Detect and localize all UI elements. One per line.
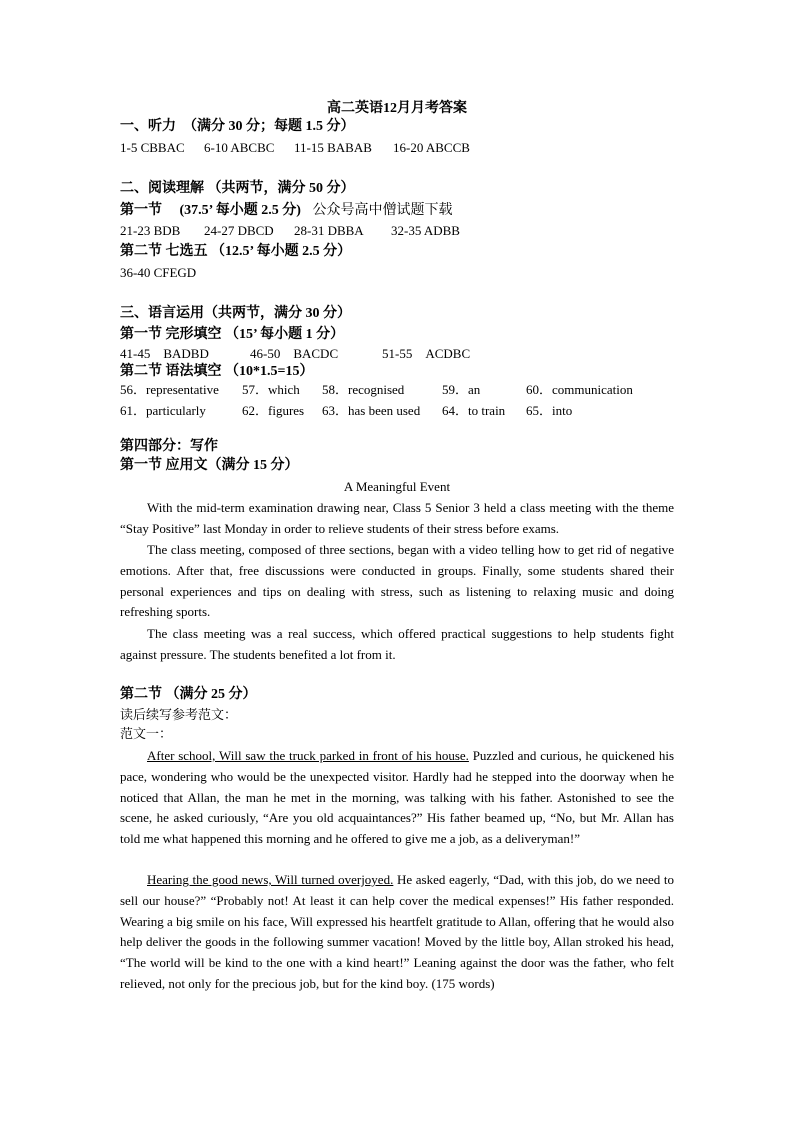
reading-heading: 二、阅读理解 （共两节，满分 50 分） xyxy=(120,181,355,196)
cloze-heading: 第一节 完形填空 （15’ 每小题 1 分） xyxy=(120,327,345,342)
grammar-answer: 60．communication xyxy=(526,382,633,397)
answer-group: 21-23 BDB xyxy=(120,223,181,238)
listening-heading: 一、听力 （满分 30 分；每题 1.5 分） xyxy=(120,119,355,134)
story-paragraph xyxy=(120,746,674,850)
essay-paragraph: With the mid-term examination drawing near, Class 5 Senior 3 held a class meeting with the theme “Stay Positive” last Monday in order to relieve students of their stress before exams. xyxy=(120,500,674,536)
answer-group: 41-45 BADBD xyxy=(120,346,209,361)
story-text: He asked eagerly, “Dad, with this job, do we need to sell our house?” “Probably not! At least it can help cover the medical expenses!” His father responded. Wearing a big smile on his face, Will expressed his heartfelt gratitude to Allan, offering that he would also help deliver the goods in the following summer vacation! Moved by the little boy, Allan stroked his head, “The world will be kind to the one with a kind heart!” Leaning against the door was the father, who felt relieved, not only for the precious job, but for the kind boy. (175 words) xyxy=(120,872,674,991)
answer-group: 24-27 DBCD xyxy=(204,223,274,238)
grammar-answer: 56．representative xyxy=(120,382,219,397)
grammar-answer: 62．figures xyxy=(242,403,305,418)
answer-group: 32-35 ADBB xyxy=(391,223,460,238)
sample1-label: 范文一： xyxy=(120,726,173,741)
writing-heading: 第四部分：写作 xyxy=(120,439,218,454)
answer-group: 51-55 ACDBC xyxy=(382,346,471,361)
grammar-answer: 61．particularly xyxy=(120,403,206,418)
essay-paragraph: The class meeting, composed of three sections, began with a video telling how to get rid of negative emotions. After that, free discussions were conducted in groups. Finally, some students shared their personal experiences and tips on dealing with stress, such as listening to relaxing music and doing refreshing sports. xyxy=(120,542,674,620)
language-heading: 三、语言运用（共两节，满分 30 分） xyxy=(120,306,351,321)
answer-group: 1-5 CBBAC xyxy=(120,140,185,155)
story-paragraph xyxy=(120,870,674,995)
answer-group: 11-15 BABAB xyxy=(294,140,372,155)
reading-sec1-heading xyxy=(120,202,452,220)
essay-paragraph: The class meeting was a real success, which offered practical suggestions to help students fight against pressure. The students benefited a lot from it. xyxy=(120,626,674,662)
grammar-heading: 第二节 语法填空 （10*1.5=15） xyxy=(120,364,314,379)
grammar-answer: 63．has been used xyxy=(322,403,421,418)
reading-sec2-answers: 36-40 CFEGD xyxy=(120,265,197,280)
answer-group: 46-50 BACDC xyxy=(250,346,339,361)
sample-label: 读后续写参考范文： xyxy=(120,707,238,722)
essay-title: A Meaningful Event xyxy=(343,479,451,494)
writing-sec2-heading: 第二节 （满分 25 分） xyxy=(120,687,257,702)
story-lead-sentence: After school, Will saw the truck parked in front of his house. xyxy=(147,748,469,763)
grammar-answer: 59．an xyxy=(442,382,481,397)
reading-sec1-title: 第一节 (37.5’ 每小题 2.5 分) xyxy=(120,203,301,218)
writing-sec1-heading: 第一节 应用文（满分 15 分） xyxy=(120,458,299,473)
grammar-answer: 65．into xyxy=(526,403,573,418)
grammar-answer: 64．to train xyxy=(442,403,506,418)
grammar-answer: 58．recognised xyxy=(322,382,405,397)
reading-sec2-heading: 第二节 七选五 （12.5’ 每小题 2.5 分） xyxy=(120,244,352,259)
story-text: Puzzled and curious, he quickened his pace, wondering who would be the unexpected visitor. Hardly had he stepped into the doorway when he noticed that Allan, the man he met in the morning, was talking with his father. Astonished to see the scene, he asked curiously, “Are you old acquaintances?” His father beamed up, “No, but Mr. Allan has told me what happened this morning and he offered to give me a job, as a deliveryman!” xyxy=(120,748,675,847)
story-lead-sentence: Hearing the good news, Will turned overjoyed. xyxy=(147,872,394,887)
page-title: 高二英语12月月考答案 xyxy=(327,101,467,116)
reading-sec1-note: 公众号高中僧试题下载 xyxy=(312,203,453,218)
grammar-answer: 57．which xyxy=(242,382,300,397)
answer-group: 6-10 ABCBC xyxy=(204,140,275,155)
answer-group: 28-31 DBBA xyxy=(294,223,364,238)
answer-group: 16-20 ABCCB xyxy=(393,140,470,155)
